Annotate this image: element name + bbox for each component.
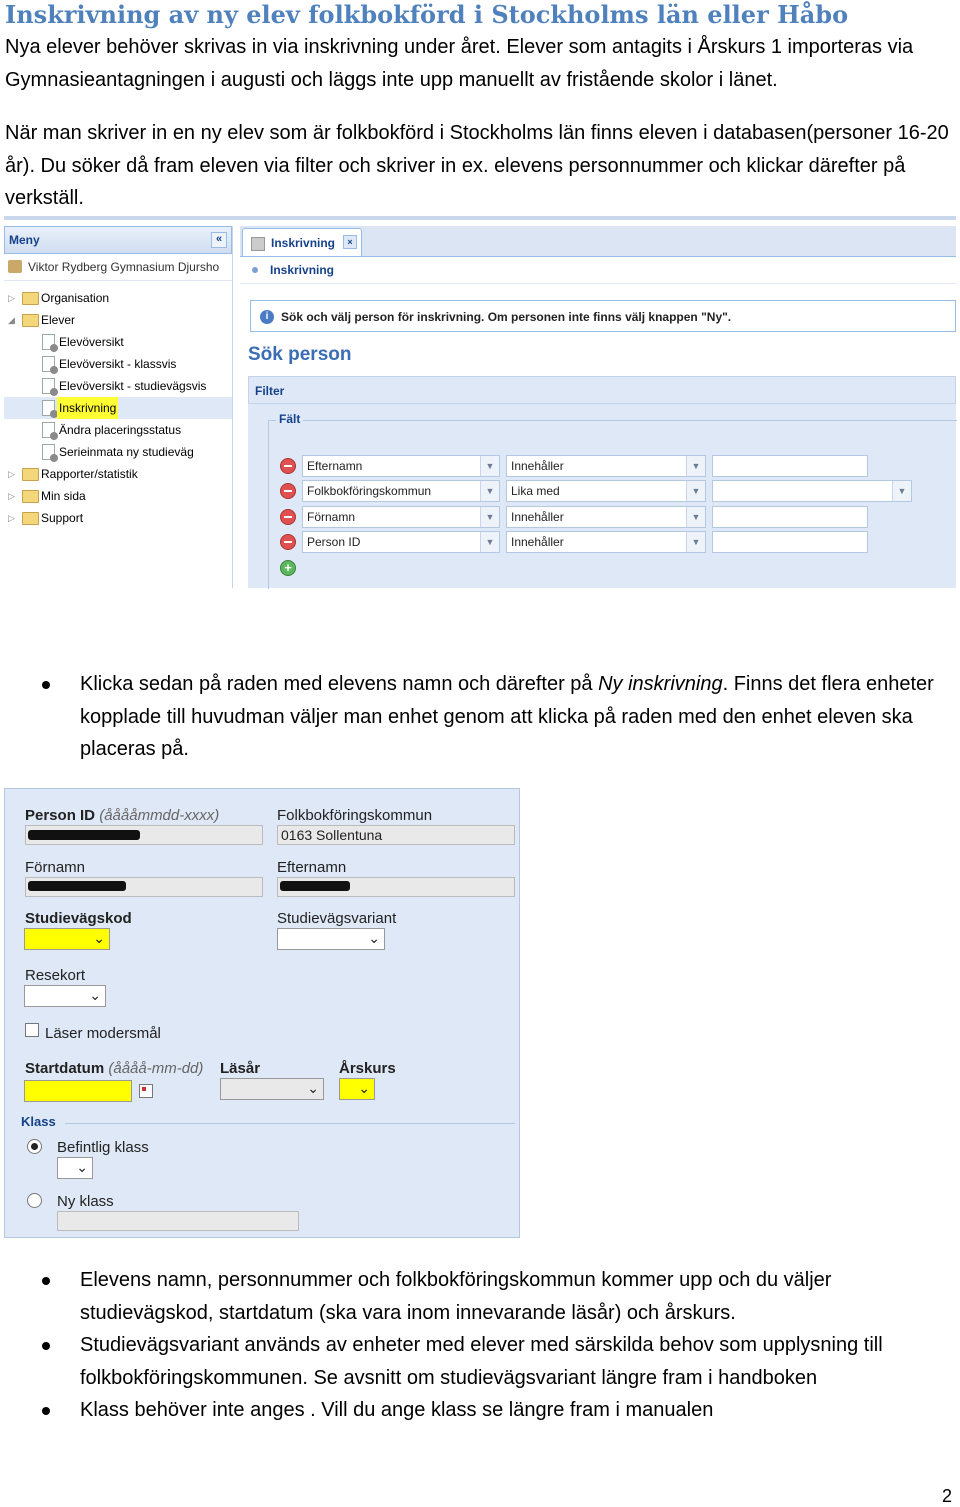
tree-item-andra-placeringsstatus[interactable] (4, 419, 232, 441)
page-heading: Inskrivning av ny elev folkbokförd i Stockholms län eller Håbo (5, 0, 849, 29)
instruction-list-2 (40, 1264, 950, 1427)
bullet-icon (42, 1407, 50, 1415)
tree-label: Elevöversikt - klassvis (59, 357, 177, 371)
remove-icon[interactable] (280, 483, 296, 499)
tree-label: Elevöversikt (59, 335, 124, 349)
menu-tree (4, 281, 232, 529)
operator-select[interactable]: Innehåller ▼ (506, 506, 706, 528)
ny-klass-label: Ny klass (57, 1193, 114, 1210)
redaction-mark (280, 881, 350, 891)
expand-arrow-icon[interactable]: ▷ (8, 469, 15, 479)
info-icon: i (260, 310, 274, 324)
filter-body (248, 404, 956, 588)
bullet-icon (252, 267, 258, 273)
menu-title: Meny (9, 233, 40, 247)
field-select[interactable]: Person ID ▼ (302, 531, 500, 553)
chevron-down-icon: ⌄ (89, 987, 101, 1003)
expand-arrow-icon[interactable]: ▷ (8, 491, 15, 501)
operator-select[interactable]: Innehåller ▼ (506, 531, 706, 553)
search-instructions-paragraph: När man skriver in en ny elev som är folkbokförd i Stockholms län finns eleven i databasen(personer 16-20 år). Du söker då fram eleven via filter och skriver in ex. elevens personnummer och klickar därefter på verkställ. (5, 122, 949, 209)
folder-icon (22, 292, 39, 305)
studievagsvariant-label: Studievägsvariant (277, 910, 397, 927)
remove-icon[interactable] (280, 458, 296, 474)
befintlig-klass-label: Befintlig klass (57, 1139, 149, 1156)
startdatum-input[interactable] (24, 1080, 132, 1102)
studievagskod-select[interactable] (24, 928, 110, 950)
chevron-down-icon: ⌄ (76, 1159, 88, 1175)
page-number: 2 (941, 1486, 952, 1506)
redaction-mark (28, 881, 126, 891)
value-input[interactable] (712, 455, 868, 477)
tree-label: Elever (41, 313, 76, 327)
lasar-select[interactable] (220, 1078, 324, 1100)
registration-form-screenshot (4, 788, 520, 1238)
studievagsvariant-select[interactable] (277, 928, 385, 950)
field-select[interactable]: Förnamn ▼ (302, 506, 500, 528)
tree-item-eleveroversikt[interactable] (4, 331, 232, 353)
page-gear-icon (42, 334, 55, 350)
person-id-label: Person ID (ååååmmdd-xxxx) (25, 807, 220, 824)
resekort-label: Resekort (25, 967, 86, 984)
ny-inskrivning-emphasis: Ny inskrivning (598, 673, 723, 695)
tree-label: Support (41, 511, 84, 525)
value-input[interactable] (712, 531, 868, 553)
folkbokforingskommun-label: Folkbokföringskommun (277, 807, 433, 824)
chevron-down-icon[interactable]: ▼ (480, 532, 499, 552)
bullet-text: Elevens namn, personnummer och folkbokföringskommun kommer upp och du väljer studievägskod, startdatum (ska vara inom innevarande läsår) och årskurs. (80, 1269, 832, 1324)
intro-paragraph: Nya elever behöver skrivas in via inskrivning under året. Elever som antagits i Årskurs 1 importeras via Gymnasieantagningen i augusti och läggs inte upp manuellt av fristående skolor i länet. (5, 36, 914, 91)
ny-klass-radio[interactable] (27, 1193, 42, 1208)
tree-item-min-sida[interactable] (4, 485, 232, 507)
chevron-down-icon[interactable]: ▼ (686, 507, 705, 527)
tree-label: Organisation (41, 291, 110, 305)
chevron-down-icon[interactable]: ▼ (480, 507, 499, 527)
main-panel (240, 226, 956, 588)
tree-label: Ändra placeringsstatus (59, 423, 182, 437)
collapse-icon[interactable]: « (211, 232, 227, 248)
menu-panel (4, 226, 233, 588)
falt-legend: Fält (276, 412, 303, 426)
tab-icon (251, 237, 265, 251)
chevron-down-icon: ⌄ (358, 1080, 370, 1096)
chevron-down-icon: ⌄ (368, 930, 380, 946)
close-icon[interactable]: × (343, 235, 357, 249)
tree-item-eleveroversikt-studievagsvis[interactable] (4, 375, 232, 397)
chevron-down-icon[interactable]: ▼ (480, 481, 499, 501)
ny-klass-field[interactable] (57, 1211, 299, 1231)
operator-select[interactable]: Innehåller ▼ (506, 455, 706, 477)
bullet-text: Studievägsvariant används av enheter med elever med särskilda behov som upplysning till folkbokföringskommunen. Se avsnitt om studievägsvariant längre fram i handboken (80, 1334, 883, 1389)
tree-label: Min sida (41, 489, 86, 503)
field-select[interactable]: Folkbokföringskommun ▼ (302, 480, 500, 502)
tab-label: Inskrivning (271, 236, 336, 250)
tree-item-inskrivning[interactable] (4, 397, 232, 419)
redaction-mark (28, 830, 140, 840)
expand-arrow-icon[interactable]: ▷ (8, 293, 15, 303)
school-name: Viktor Rydberg Gymnasium Djursho (28, 260, 220, 274)
info-text: Sök och välj person för inskrivning. Om personen inte finns välj knappen "Ny". (281, 310, 732, 324)
tab-bar (240, 226, 956, 257)
arskurs-label: Årskurs (339, 1060, 396, 1077)
page-gear-icon (42, 378, 55, 394)
screenshot-top-border (4, 216, 956, 220)
studievagskod-label: Studievägskod (25, 910, 132, 927)
expand-arrow-icon[interactable]: ▷ (8, 513, 15, 523)
chevron-down-icon[interactable]: ▼ (892, 481, 911, 501)
bullet-icon (42, 1277, 50, 1285)
startdatum-label: Startdatum (åååå-mm-dd) (25, 1060, 204, 1077)
chevron-down-icon[interactable]: ▼ (686, 532, 705, 552)
search-screenshot (4, 216, 956, 588)
value-select[interactable] (712, 480, 912, 502)
person-id-field (25, 825, 263, 845)
breadcrumb-label: Inskrivning (270, 263, 335, 277)
remove-icon[interactable] (280, 509, 296, 525)
efternamn-label: Efternamn (277, 859, 347, 876)
bullet-icon (42, 1342, 50, 1350)
tab-inskrivning[interactable] (242, 228, 362, 256)
folder-icon (22, 490, 39, 503)
tree-label: Rapporter/statistik (41, 467, 138, 481)
collapse-arrow-icon[interactable]: ◢ (8, 315, 15, 325)
folder-open-icon (22, 314, 39, 327)
fornamn-field (25, 877, 263, 897)
befintlig-klass-radio[interactable] (27, 1139, 42, 1154)
school-selector[interactable] (4, 254, 232, 281)
breadcrumb (240, 257, 956, 284)
menu-header (4, 226, 232, 254)
chevron-down-icon[interactable]: ▼ (686, 456, 705, 476)
field-select[interactable]: Efternamn ▼ (302, 455, 500, 477)
search-person-title: Sök person (248, 344, 352, 365)
folder-icon (22, 468, 39, 481)
filter-header[interactable]: Filter (248, 376, 956, 404)
page-gear-icon (42, 400, 55, 416)
school-icon (8, 260, 22, 273)
bullet-text: Klicka sedan på raden med elevens namn och därefter på (80, 673, 599, 695)
chevron-down-icon: ⌄ (307, 1080, 319, 1096)
list-item (40, 1264, 950, 1329)
chevron-down-icon[interactable]: ▼ (686, 481, 705, 501)
fornamn-label: Förnamn (25, 859, 86, 876)
laser-modersmal-label: Läser modersmål (45, 1025, 161, 1042)
tree-label-highlighted: Inskrivning (57, 397, 118, 419)
list-item (40, 1329, 950, 1394)
resekort-select[interactable] (24, 985, 106, 1007)
remove-icon[interactable] (280, 534, 296, 550)
klass-legend: Klass (21, 1114, 56, 1129)
folder-icon (22, 512, 39, 525)
info-message (250, 300, 956, 332)
efternamn-field (277, 877, 515, 897)
list-item (40, 668, 950, 766)
tree-item-rapporter[interactable] (4, 463, 232, 485)
tree-item-organisation[interactable] (4, 287, 232, 309)
calendar-icon[interactable] (139, 1084, 153, 1098)
befintlig-klass-select[interactable] (57, 1157, 93, 1179)
bullet-text: . Finns det flera enheter kopplade till huvudman väljer man enhet genom att klicka på raden med den enhet eleven ska placeras på. (80, 673, 934, 760)
klass-divider (65, 1123, 515, 1124)
tree-item-elever[interactable] (4, 309, 232, 331)
laser-modersmal-checkbox[interactable] (25, 1023, 39, 1037)
lasar-label: Läsår (220, 1060, 261, 1077)
list-item (40, 1394, 950, 1427)
tree-label: Serieinmata ny studieväg (59, 445, 194, 459)
instruction-list-1 (40, 668, 950, 766)
value-input[interactable] (712, 506, 868, 528)
page-gear-icon (42, 356, 55, 372)
page-gear-icon (42, 422, 55, 438)
chevron-down-icon[interactable]: ▼ (480, 456, 499, 476)
page-gear-icon (42, 444, 55, 460)
bullet-text: Klass behöver inte anges . Vill du ange klass se längre fram i manualen (80, 1399, 714, 1421)
operator-select[interactable]: Lika med ▼ (506, 480, 706, 502)
chevron-down-icon: ⌄ (93, 930, 105, 946)
tree-item-support[interactable] (4, 507, 232, 529)
tree-item-serieinmata[interactable] (4, 441, 232, 463)
tree-label: Elevöversikt - studievägsvis (59, 379, 207, 393)
bullet-icon (42, 681, 50, 689)
folkbokforingskommun-field: 0163 Sollentuna (277, 825, 515, 845)
arskurs-select[interactable] (339, 1078, 375, 1100)
tree-item-eleveroversikt-klassvis[interactable] (4, 353, 232, 375)
falt-fieldset (268, 420, 957, 589)
add-icon[interactable]: + (280, 560, 296, 576)
